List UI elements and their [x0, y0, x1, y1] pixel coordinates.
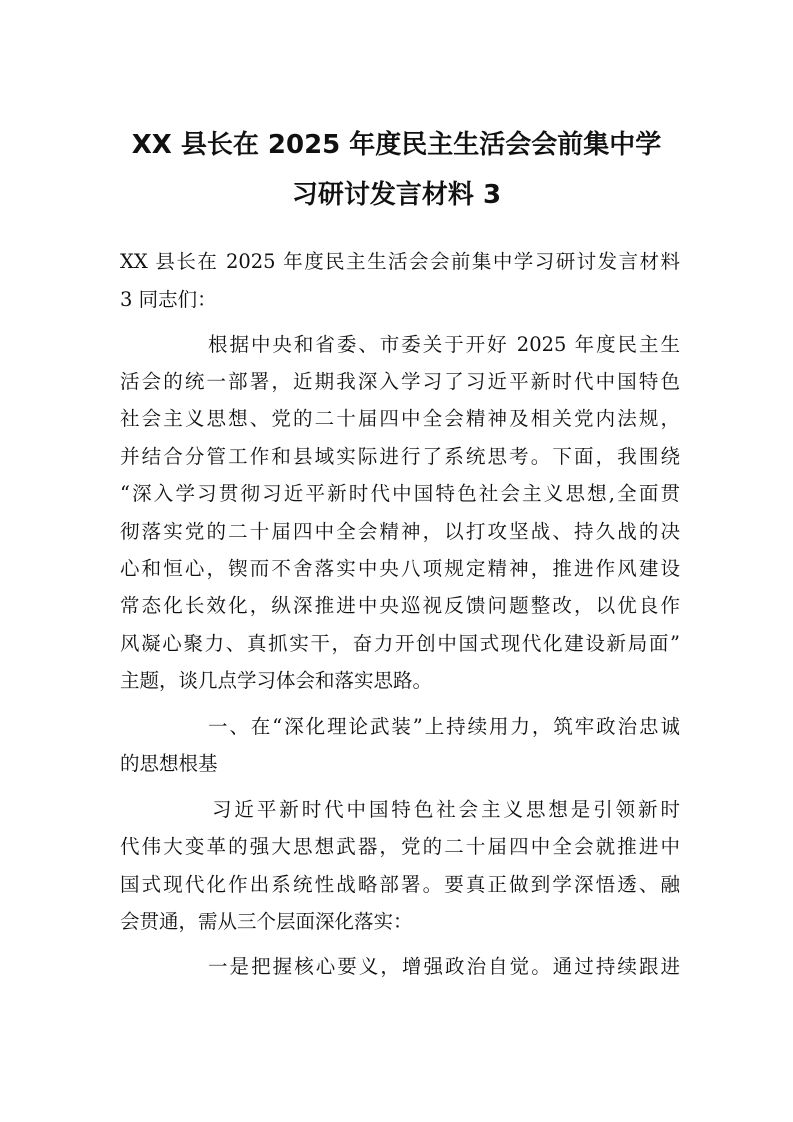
body-line: 风凝心聚力、真抓实干，奋力开创中国式现代化建设新局面” — [120, 632, 680, 655]
body-line: 会贯通，需从三个层面深化落实： — [120, 910, 413, 933]
paragraph-first-line: 习近平新时代中国特色社会主义思想是引领新时 — [212, 798, 680, 821]
body-line: 社会主义思想、党的二十届四中全会精神及相关党内法规， — [120, 407, 680, 430]
body-line: 活会的统一部署，近期我深入学习了习近平新时代中国特色 — [120, 370, 680, 393]
paragraph-first-line: 一是把握核心要义，增强政治自觉。通过持续跟进 — [208, 955, 680, 978]
document-title-line-1: XX 县长在 2025 年度民主生活会会前集中学 — [131, 130, 662, 160]
document-title-line-2: 习研讨发言材料 3 — [291, 180, 502, 210]
section-heading-line-1: 一、在“深化理论武装”上持续用力，筑牢政治忠诚 — [208, 715, 680, 738]
body-line: 并结合分管工作和县域实际进行了系统思考。下面，我围绕 — [120, 445, 680, 468]
body-line: 心和恒心，锲而不舍落实中央八项规定精神，推进作风建设 — [120, 557, 680, 580]
section-heading-line-2: 的思想根基 — [120, 752, 218, 775]
body-line: 常态化长效化，纵深推进中央巡视反馈问题整改，以优良作 — [120, 594, 680, 617]
body-line: “深入学习贯彻习近平新时代中国特色社会主义思想,全面贯 — [120, 482, 680, 505]
body-line: 主题，谈几点学习体会和落实思路。 — [120, 669, 433, 692]
body-line: XX 县长在 2025 年度民主生活会会前集中学习研讨发言材料 — [120, 250, 680, 273]
paragraph-first-line: 根据中央和省委、市委关于开好 2025 年度民主生 — [208, 333, 680, 356]
body-line: 3 同志们： — [120, 288, 217, 311]
body-line: 代伟大变革的强大思想武器，党的二十届四中全会就推进中 — [120, 835, 680, 858]
body-line: 彻落实党的二十届四中全会精神，以打攻坚战、持久战的决 — [120, 520, 680, 543]
body-line: 国式现代化作出系统性战略部署。要真正做到学深悟透、融 — [120, 873, 680, 896]
